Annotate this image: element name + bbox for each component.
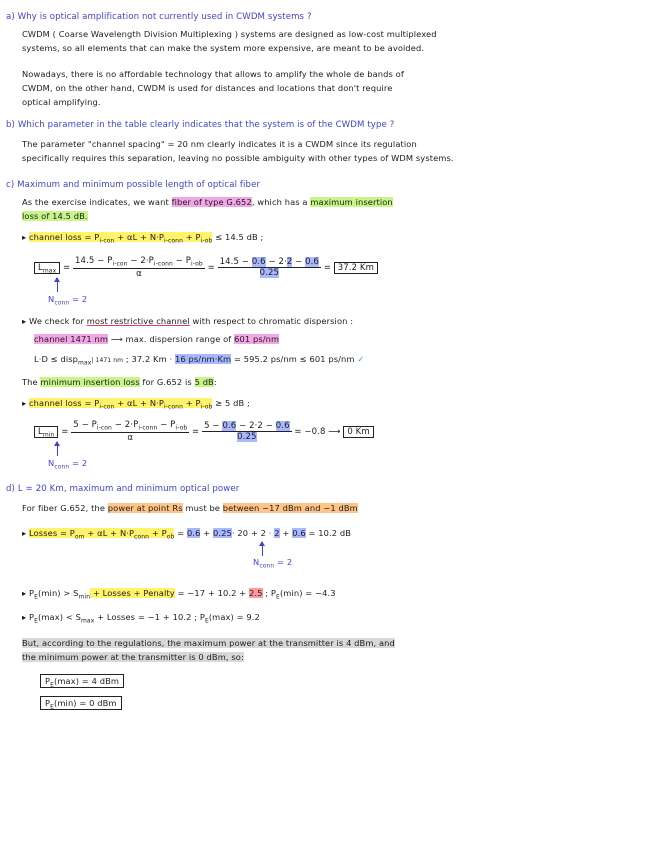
channel-loss-label: channel loss xyxy=(29,232,82,242)
highlight-max-loss-value: loss of 14.5 dB. xyxy=(22,211,88,221)
pmax-line: ▸ $P_E(\max) < S_{max}$ + Losses = −1 + 10.2 ; $P_E(\max) = 9.2$ xyxy=(22,612,260,625)
result-pmin-box: $P_E(\min) = 0$ dBm xyxy=(40,698,122,711)
arrow-up-icon xyxy=(262,542,263,556)
answer-c-line-2 xyxy=(22,211,88,221)
nconn-note-3: $N_{conn} = 2$ xyxy=(253,557,293,570)
result-pmax-box: $P_E(\max) = 4$ dBm xyxy=(40,676,124,689)
regulation-line-2 xyxy=(22,652,244,662)
min-loss-limit: ≥ 5 dB ; xyxy=(212,398,250,408)
highlight-601: 601 ps/nm xyxy=(234,334,280,344)
answer-a-line-3: Nowadays, there is no affordable technology that allows to amplify the whole de bands of xyxy=(22,69,404,79)
highlight-fiber-type: fiber of type G.652 xyxy=(171,197,252,207)
min-loss-formula: ▸ channel loss = $P_{i-con} + \alpha L + N\cdot P_{i-conn} + P_{i-ob} \ge 5$ dB ; xyxy=(22,398,250,411)
bullet-icon: ▸ xyxy=(22,232,27,242)
bullet-icon: ▸ xyxy=(22,398,27,408)
lmin-box: $L_{min}$ xyxy=(34,426,58,438)
bullet-icon: ▸ xyxy=(22,528,27,538)
lmin-equation: $L_{min}$ = $\frac{5 - P_{i-con} - 2\cdot P_{i-conn} - P_{i-ob}}{\alpha}$ = $\frac{5 - 0.6 - 2\cdot 2 - 0.6}{0.25}$ = −0.8 ⟶ 0 Km xyxy=(34,420,374,443)
lmin-fraction-numeric: $\frac{5 - 0.6 - 2\cdot 2 - 0.6}{0.25}$ xyxy=(204,420,290,442)
highlight-power-rs: power at point Rs xyxy=(107,503,183,513)
min-insertion-line: The minimum insertion loss for G.652 is 5 dB: xyxy=(22,377,217,387)
most-restrictive-channel: most restrictive channel xyxy=(86,316,190,326)
lmax-equation: $L_{max}$ = $\frac{14.5 - P_{i-con} - 2\cdot P_{i-conn} - P_{i-ob}}{\alpha}$ = $\frac{14.5 - 0.6 - 2\cdot 2 - 0.6}{0.25}$ = 37.2 Km xyxy=(34,256,378,279)
nconn-note-1: $N_{conn} = 2$ xyxy=(48,294,88,307)
highlight-regulation-2: the minimum power at the transmitter is 0 dBm, so: xyxy=(22,652,244,662)
question-a: a) Why is optical amplification not currently used in CWDM systems ? xyxy=(6,12,312,22)
dispersion-check-line xyxy=(22,316,353,326)
lmin-result: 0 Km xyxy=(343,426,373,438)
answer-a-line-5: optical amplifying. xyxy=(22,97,101,107)
question-c: c) Maximum and minimum possible length of optical fiber xyxy=(6,180,261,190)
max-loss-formula: ▸ channel loss = $P_{i-con} + \alpha L + N\cdot P_{i-conn} + P_{i-ob} \le 14.5$ dB ; xyxy=(22,232,264,245)
pmin-line: ▸ $P_E(\min) > S_{min}$ + Losses + Penalty = −17 + 10.2 + 2.5 ; $P_E(\min) = -4.3$ xyxy=(22,588,336,601)
answer-a-line-4: CWDM, on the other hand, CWDM is used for distances and locations that don't require xyxy=(22,83,393,93)
checkmark-icon: ✓ xyxy=(357,354,365,364)
highlight-max-insertion: maximum insertion xyxy=(310,197,393,207)
answer-d-line-1: For fiber G.652, the power at point Rs must be between −17 dBm and −1 dBm xyxy=(22,503,358,513)
highlight-power-range: between −17 dBm and −1 dBm xyxy=(222,503,358,513)
answer-a-line-1: CWDM ( Coarse Wavelength Division Multiplexing ) systems are designed as low-cost multiplexed xyxy=(22,29,437,39)
max-loss-limit: ≤ 14.5 dB ; xyxy=(212,232,264,242)
lmin-fraction-symbolic: $\frac{5 - P_{i-con} - 2\cdot P_{i-conn} - P_{i-ob}}{\alpha}$ xyxy=(73,420,188,443)
text: As the exercise indicates, we want xyxy=(22,197,169,207)
channel-1471-line xyxy=(34,334,279,344)
question-b: b) Which parameter in the table clearly indicates that the system is of the CWDM type ? xyxy=(6,120,395,130)
lmax-fraction-symbolic: $\frac{14.5 - P_{i-con} - 2\cdot P_{i-conn} - P_{i-ob}}{\alpha}$ xyxy=(75,256,203,279)
channel-loss-label: channel loss xyxy=(29,398,82,408)
arrow-up-icon xyxy=(57,278,58,292)
question-d: d) L = 20 Km, maximum and minimum optical power xyxy=(6,484,240,494)
answer-c-line-1 xyxy=(22,197,393,207)
highlight-regulation-1: But, according to the regulations, the maximum power at the transmitter is 4 dBm, and xyxy=(22,638,395,648)
answer-b-line-2: specifically requires this separation, leaving no possible ambiguity with other types of WDM systems. xyxy=(22,153,454,163)
nconn-note-2: $N_{conn} = 2$ xyxy=(48,458,88,471)
text: ⟶ max. dispersion range of xyxy=(110,334,232,344)
arrow-up-icon xyxy=(57,442,58,456)
losses-label: Losses xyxy=(29,528,58,538)
text: ▸ We check for xyxy=(22,316,84,326)
regulation-line-1 xyxy=(22,638,395,648)
text: with respect to chromatic dispersion : xyxy=(192,316,354,326)
highlight-min-insertion: minimum insertion loss xyxy=(40,377,140,387)
highlight-channel-1471: channel 1471 nm xyxy=(34,334,109,344)
lmax-fraction-numeric: $\frac{14.5 - 0.6 - 2\cdot 2 - 0.6}{0.25}$ xyxy=(219,256,319,278)
highlight-5db: 5 dB xyxy=(194,377,214,387)
answer-b-line-1: The parameter "channel spacing" = 20 nm clearly indicates it is a CWDM since its regulation xyxy=(22,139,417,149)
highlight-dispersion-coef: 16 ps/nm·Km xyxy=(175,354,232,364)
lmax-result: 37.2 Km xyxy=(334,262,378,274)
losses-formula: ▸ Losses = $P_{om} + \alpha L + N\cdot P_{conn} + P_{ob} = 0.6 + 0.25\cdot 20 + 2 \cdot 2 + 0.6 = 10.2$ dB xyxy=(22,528,352,541)
text: , which has a xyxy=(251,197,308,207)
answer-a-line-2: systems, so all elements that can make the system more expensive, are meant to be avoided. xyxy=(22,43,425,53)
ld-inequality: L·D ≤ disp$_{max}$| 1471 nm ; 37.2 Km · 16 ps/nm·Km = 595.2 ps/nm ≤ 601 ps/nm ✓ xyxy=(34,354,365,367)
highlight-penalty: 2.5 xyxy=(249,588,263,598)
lmax-box: $L_{max}$ xyxy=(34,262,60,274)
